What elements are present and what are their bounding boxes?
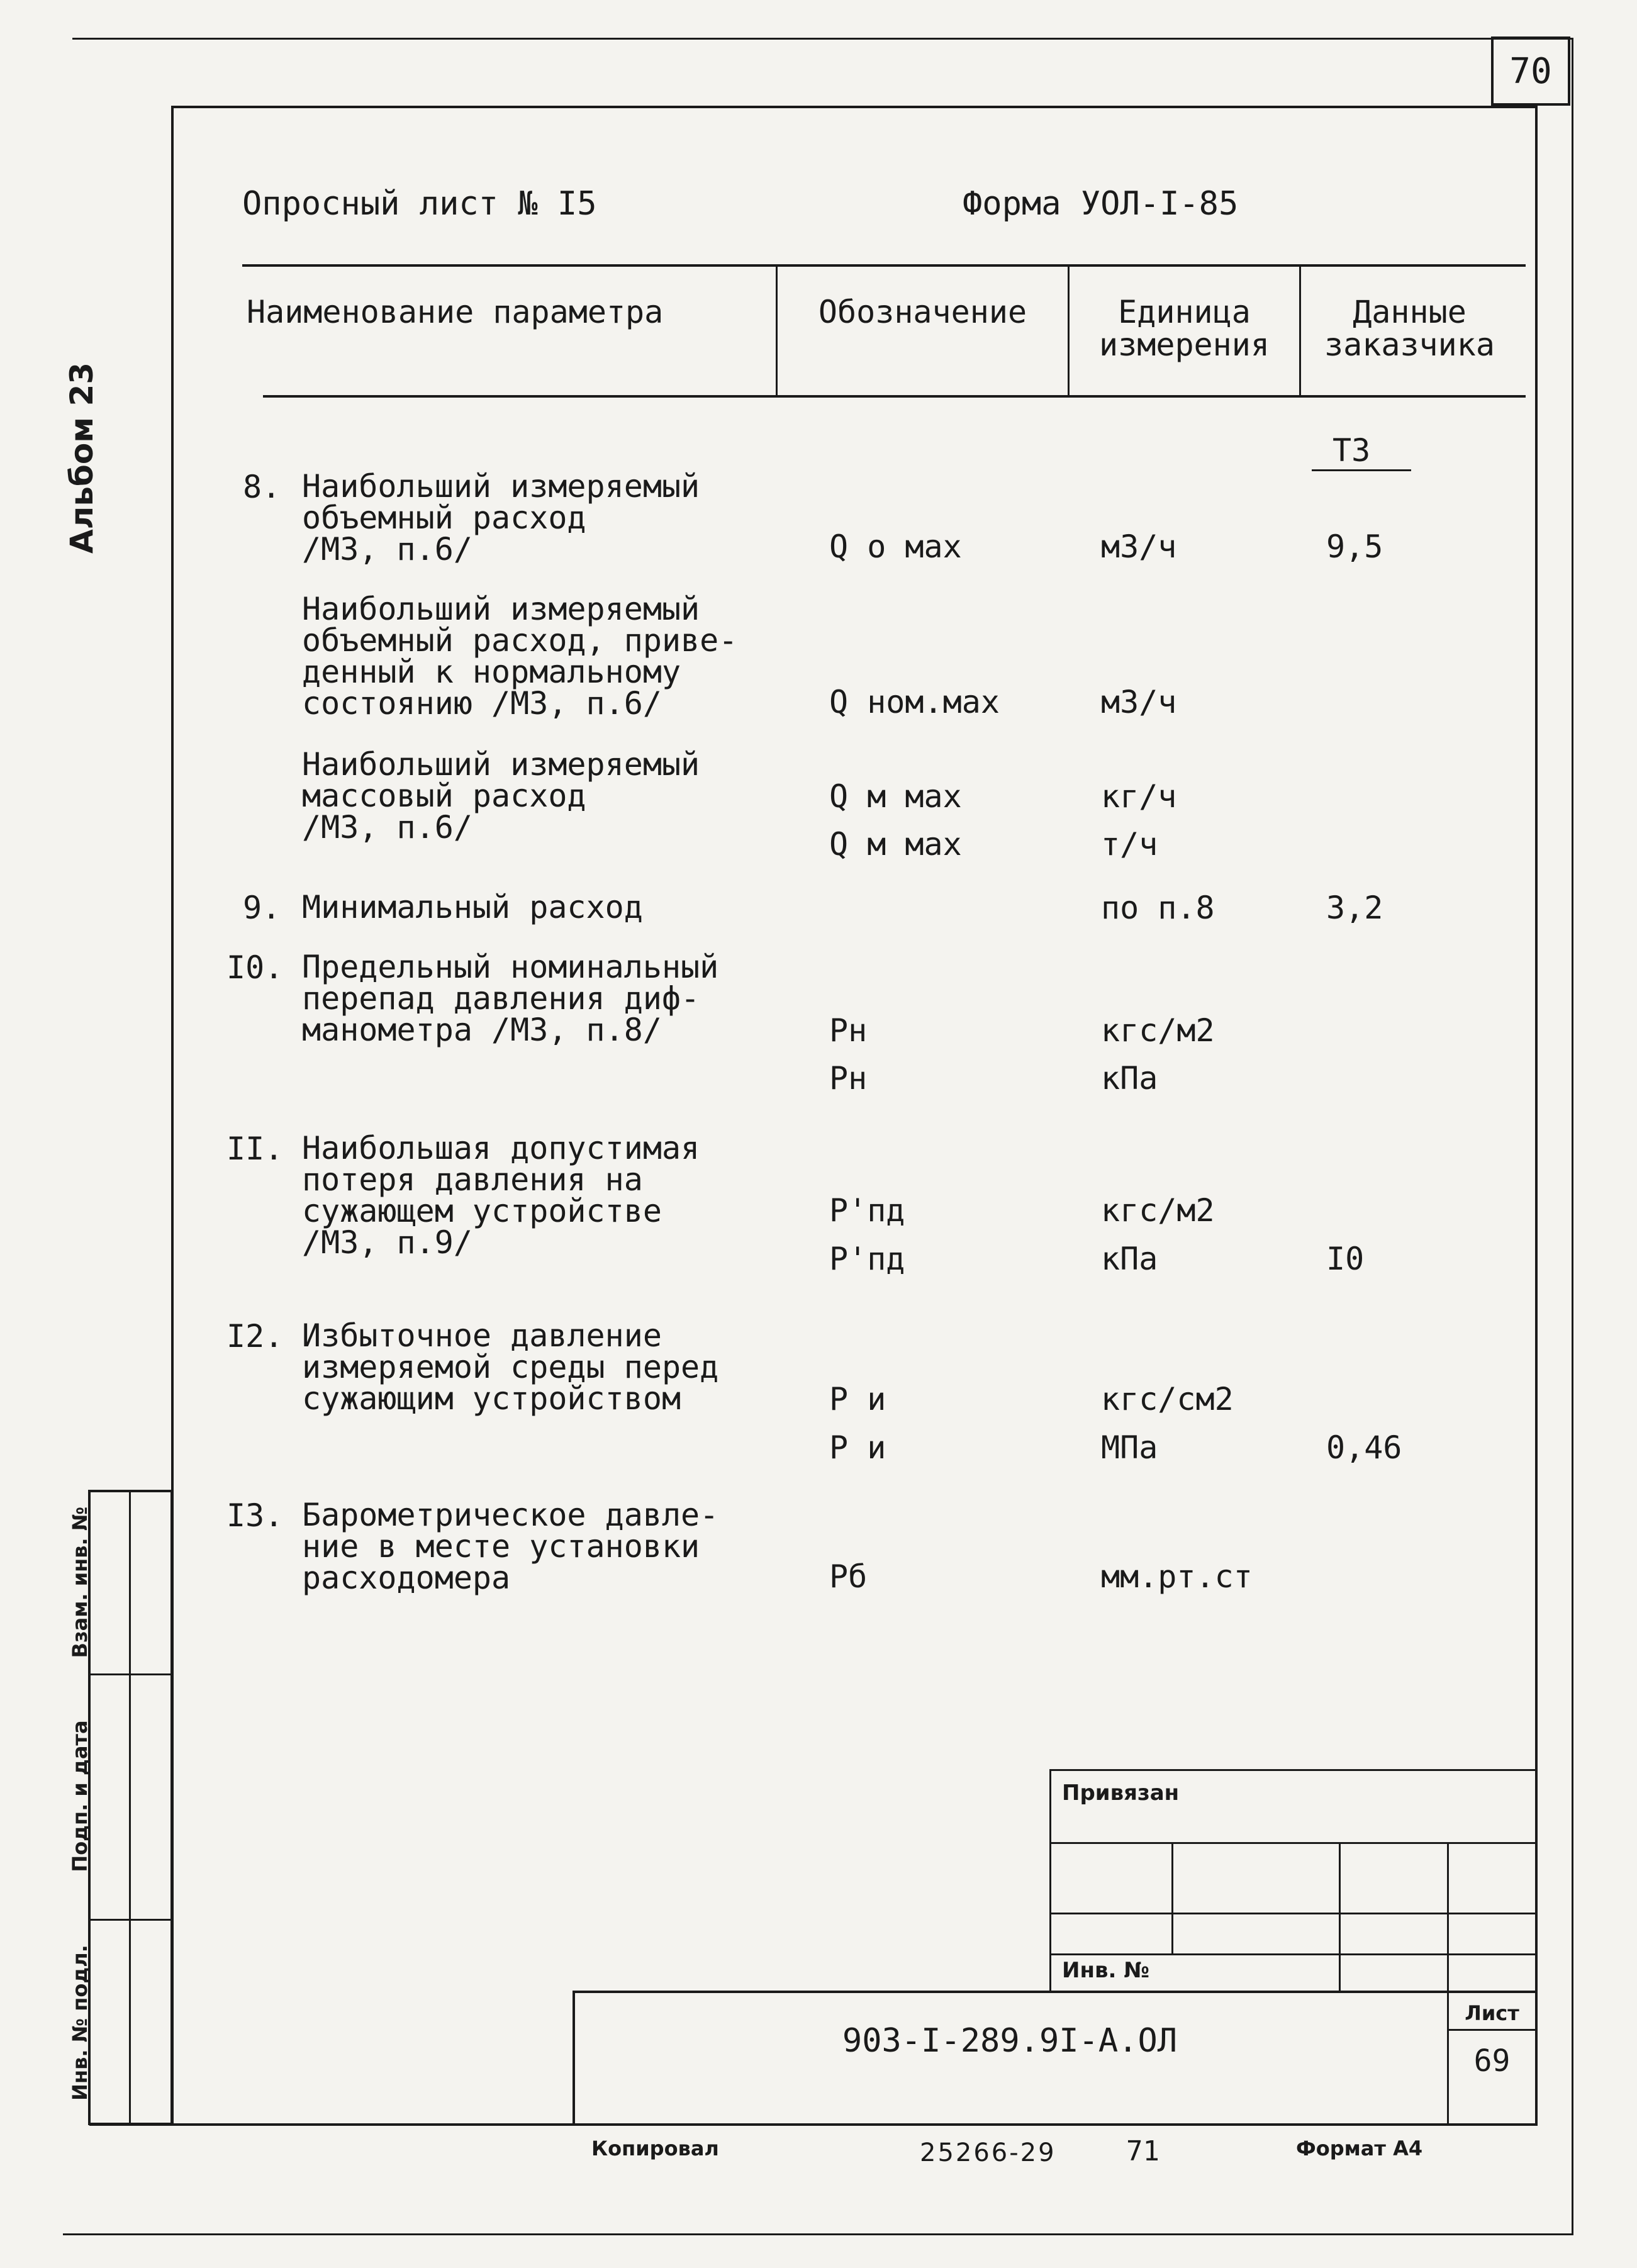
parameter-unit: кг/ч xyxy=(1101,778,1177,815)
parameter-name: Наибольшая допустимая потеря давления на сужающем устройстве /МЗ, п.9/ xyxy=(302,1130,700,1261)
parameter-symbol: Р'пд xyxy=(829,1241,905,1277)
outer-frame-right xyxy=(1572,38,1573,2233)
item-number: 8. xyxy=(243,469,281,505)
parameter-value: I0 xyxy=(1326,1241,1365,1277)
inner-frame-top xyxy=(171,106,1538,108)
side-stamp-row-divider-1 xyxy=(88,1673,173,1675)
page-number: 70 xyxy=(1509,51,1552,92)
parameter-value: 0,46 xyxy=(1326,1429,1402,1466)
side-stamp-podp-label: Подп. и дата xyxy=(68,1720,92,1872)
item-number: 9. xyxy=(243,890,281,926)
parameter-name: Избыточное давление измеряемой среды перед сужающим устройством xyxy=(302,1317,719,1417)
parameter-unit: кгс/см2 xyxy=(1101,1381,1234,1417)
tz-mark: ТЗ xyxy=(1333,432,1371,469)
column-header-parameter: Наименование параметра xyxy=(247,294,664,330)
parameter-symbol: Р'пд xyxy=(829,1192,905,1229)
item-number: I2. xyxy=(226,1318,284,1355)
title-block-left-upper xyxy=(1049,1769,1051,1991)
item-number: II. xyxy=(226,1131,284,1167)
footer-handwritten-number: 71 xyxy=(1126,2135,1159,2167)
column-header-data: Данные заказчика xyxy=(1324,294,1495,363)
title-block-vline-2 xyxy=(1339,1842,1341,1991)
parameter-unit: по п.8 xyxy=(1101,890,1215,926)
table-header-top-rule xyxy=(242,264,1526,267)
parameter-unit: кПа xyxy=(1101,1060,1158,1097)
column-header-symbol: Обозначение xyxy=(818,294,1027,330)
column-header-unit: Единица измерения xyxy=(1099,294,1270,363)
title-block-top xyxy=(1049,1769,1537,1771)
parameter-symbol: Р и xyxy=(829,1381,886,1417)
title-block-vline-3 xyxy=(1447,1842,1449,1991)
side-stamp-row-divider-2 xyxy=(88,1919,173,1921)
side-stamp-col-divider xyxy=(129,1490,131,2125)
privyazan-label: Привязан xyxy=(1062,1780,1180,1806)
code-box-sheet-hline xyxy=(1447,2029,1537,2031)
outer-frame-bottom xyxy=(63,2233,1573,2235)
parameter-unit: кгс/м2 xyxy=(1101,1012,1215,1049)
parameter-unit: м3/ч xyxy=(1101,528,1177,565)
item-number: I3. xyxy=(226,1497,284,1534)
title-block-hline-3 xyxy=(1049,1953,1537,1955)
parameter-unit: кгс/м2 xyxy=(1101,1192,1215,1229)
outer-frame-top xyxy=(72,38,1572,40)
parameter-symbol: Q м мах xyxy=(829,778,962,815)
code-box-top xyxy=(573,1991,1537,1993)
parameter-symbol: Рб xyxy=(829,1558,868,1595)
parameter-name: Предельный номинальный перепад давления диф- манометра /МЗ, п.8/ xyxy=(302,949,719,1048)
parameter-unit: мм.рт.ст xyxy=(1101,1558,1253,1595)
parameter-unit: кПа xyxy=(1101,1241,1158,1277)
parameter-value: 9,5 xyxy=(1326,528,1383,565)
title-block-hline-2 xyxy=(1049,1913,1537,1914)
parameter-name: Барометрическое давле- ние в месте установки расходомера xyxy=(302,1497,719,1596)
form-code: Форма УОЛ-I-85 xyxy=(963,185,1239,223)
title-block-vline-1 xyxy=(1171,1842,1173,1955)
form-title: Опросный лист № I5 xyxy=(242,185,597,223)
item-number: I0. xyxy=(226,949,284,986)
table-col-divider-1 xyxy=(776,265,778,396)
document-code: 903-I-289.9I-А.ОЛ xyxy=(842,2022,1178,2060)
album-label: Альбом 23 xyxy=(64,362,100,554)
parameter-symbol: Q о мах xyxy=(829,528,962,565)
parameter-name: Наибольший измеряемый массовый расход /МЗ, п.6/ xyxy=(302,746,700,846)
parameter-symbol: Q ном.мах xyxy=(829,684,1000,720)
title-block-hline-1 xyxy=(1049,1842,1537,1844)
inv-no-label: Инв. № xyxy=(1062,1958,1150,1983)
sheet-number: 69 xyxy=(1473,2043,1511,2079)
parameter-symbol: Q м мах xyxy=(829,826,962,863)
parameter-name: Минимальный расход xyxy=(302,889,643,925)
parameter-name: Наибольший измеряемый объемный расход /МЗ, п.6/ xyxy=(302,468,700,567)
parameter-name: Наибольший измеряемый объемный расход, приве- денный к нормальному состоянию /МЗ, п.6/ xyxy=(302,591,738,722)
tz-underline xyxy=(1312,469,1411,471)
table-header-bottom-rule xyxy=(263,395,1526,398)
inner-frame-bottom xyxy=(89,2123,1538,2126)
footer-number: 25266-29 xyxy=(920,2138,1056,2167)
parameter-unit: м3/ч xyxy=(1101,684,1177,720)
parameter-unit: МПа xyxy=(1101,1429,1158,1466)
footer-copied-label: Копировал xyxy=(591,2137,719,2160)
parameter-symbol: Рн xyxy=(829,1012,868,1049)
side-stamp-inv-label: Инв. № подл. xyxy=(68,1945,92,2101)
parameter-value: 3,2 xyxy=(1326,890,1383,926)
parameter-unit: т/ч xyxy=(1101,826,1158,863)
footer-format-label: Формат А4 xyxy=(1296,2137,1423,2160)
side-stamp-vzam-label: Взам. инв. № xyxy=(68,1506,92,1658)
sheet-label: Лист xyxy=(1465,2001,1519,2025)
inner-frame-right xyxy=(1535,106,1538,2125)
parameter-symbol: Рн xyxy=(829,1060,868,1097)
parameter-symbol: Р и xyxy=(829,1429,886,1466)
code-box-left xyxy=(573,1991,575,2125)
